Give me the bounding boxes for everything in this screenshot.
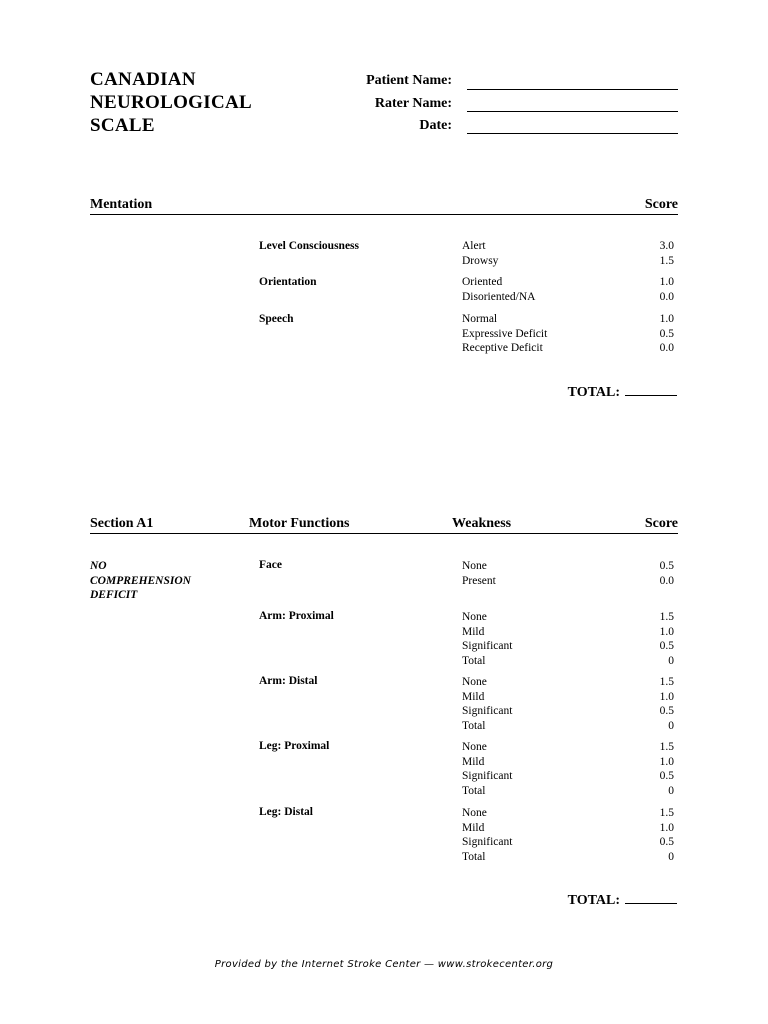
total-label: TOTAL:: [567, 893, 620, 908]
score-list: [610, 740, 674, 798]
option-score: 1.5: [659, 807, 674, 819]
option-list: [462, 610, 512, 668]
subsection-line: COMPREHENSION: [90, 574, 191, 587]
option-label: Mild: [462, 821, 485, 834]
option-label: Oriented: [462, 276, 503, 288]
section-a1-total: [568, 893, 677, 909]
option-label: Mild: [462, 690, 485, 703]
section-a1-score-heading: Score: [644, 516, 678, 531]
option-score: 0.5: [659, 705, 674, 717]
patient-name-field[interactable]: [467, 89, 678, 90]
option-label: Total: [462, 784, 486, 797]
option-label: None: [462, 676, 487, 688]
option-label: Disoriented/NA: [462, 290, 536, 303]
option-score: 0.0: [659, 342, 674, 354]
option-label: None: [462, 807, 487, 819]
option-score: 0: [668, 784, 674, 797]
subsection-line: DEFICIT: [90, 589, 138, 601]
option-list: [462, 740, 512, 798]
option-score: 0.5: [659, 836, 674, 848]
section-a1-heading: Section A1: [90, 516, 154, 531]
criterion-label: Arm: Distal: [259, 675, 318, 687]
option-score: 0.5: [659, 770, 674, 782]
criterion-label: Level Consciousness: [259, 240, 359, 252]
subsection-line: NO: [90, 560, 107, 572]
option-label: Significant: [462, 705, 513, 717]
option-label: Alert: [462, 240, 486, 252]
option-label: Total: [462, 719, 486, 732]
option-label: Receptive Deficit: [462, 342, 543, 354]
option-score: 3.0: [659, 240, 674, 252]
option-score: 1.0: [659, 821, 674, 834]
option-label: Total: [462, 850, 486, 863]
option-score: 1.0: [659, 625, 674, 638]
option-label: None: [462, 741, 487, 753]
option-list: [462, 312, 547, 356]
option-label: Total: [462, 654, 486, 667]
option-list: [462, 675, 512, 733]
option-score: 0.0: [659, 290, 674, 303]
option-label: Present: [462, 574, 496, 587]
option-score: 0.5: [659, 560, 674, 572]
option-score: 0.5: [659, 640, 674, 652]
option-score: 0.0: [659, 574, 674, 587]
score-list: [610, 675, 674, 733]
option-label: Significant: [462, 640, 513, 652]
option-score: 1.0: [659, 313, 674, 325]
option-label: None: [462, 560, 487, 572]
option-list: [462, 275, 535, 304]
option-label: Normal: [462, 313, 498, 325]
option-score: 0.5: [659, 327, 674, 340]
option-label: Drowsy: [462, 254, 499, 267]
mentation-score-heading: Score: [644, 197, 678, 212]
option-score: 1.5: [659, 611, 674, 623]
option-score: 1.5: [659, 254, 674, 267]
option-list: [462, 559, 496, 588]
scale-title: [90, 68, 252, 137]
option-score: 0: [668, 719, 674, 732]
date-field[interactable]: [467, 133, 678, 134]
option-label: Mild: [462, 755, 485, 768]
criterion-label: Speech: [259, 313, 294, 325]
criterion-label: Face: [259, 559, 282, 571]
date-label: Date:: [419, 118, 452, 133]
motor-functions-heading: Motor Functions: [249, 516, 350, 531]
option-label: None: [462, 611, 487, 623]
total-field[interactable]: [625, 903, 677, 904]
score-list: [610, 806, 674, 864]
title-line: CANADIAN: [90, 69, 196, 90]
total-label: TOTAL:: [567, 385, 620, 400]
title-line: NEUROLOGICAL: [90, 92, 252, 113]
score-list: [610, 610, 674, 668]
score-list: [610, 312, 674, 356]
total-field[interactable]: [625, 395, 677, 396]
option-score: 1.5: [659, 741, 674, 753]
weakness-heading: Weakness: [452, 516, 512, 531]
footer-credit: Provided by the Internet Stroke Center — www.strokecenter.org: [214, 959, 554, 970]
mentation-total: [568, 385, 677, 401]
option-score: 1.5: [659, 676, 674, 688]
criterion-label: Orientation: [259, 276, 317, 288]
option-score: 0: [668, 850, 674, 863]
option-list: [462, 239, 498, 268]
score-list: [610, 275, 674, 304]
title-line: SCALE: [90, 115, 155, 136]
patient-name-label: Patient Name:: [366, 73, 452, 88]
mentation-rule: [90, 214, 678, 215]
rater-name-label: Rater Name:: [374, 96, 452, 111]
option-label: Mild: [462, 625, 485, 638]
criterion-label: Leg: Distal: [259, 806, 313, 818]
criterion-label: Leg: Proximal: [259, 740, 330, 752]
criterion-label: Arm: Proximal: [259, 610, 334, 622]
no-comprehension-deficit-label: [90, 559, 191, 603]
rater-name-field[interactable]: [467, 111, 678, 112]
score-list: [610, 239, 674, 268]
mentation-heading: Mentation: [90, 197, 153, 212]
option-label: Expressive Deficit: [462, 327, 548, 340]
option-label: Significant: [462, 836, 513, 848]
option-label: Significant: [462, 770, 513, 782]
option-list: [462, 806, 512, 864]
option-score: 1.0: [659, 690, 674, 703]
option-score: 1.0: [659, 755, 674, 768]
section-a1-rule: [90, 533, 678, 534]
option-score: 1.0: [659, 276, 674, 288]
score-list: [610, 559, 674, 588]
option-score: 0: [668, 654, 674, 667]
